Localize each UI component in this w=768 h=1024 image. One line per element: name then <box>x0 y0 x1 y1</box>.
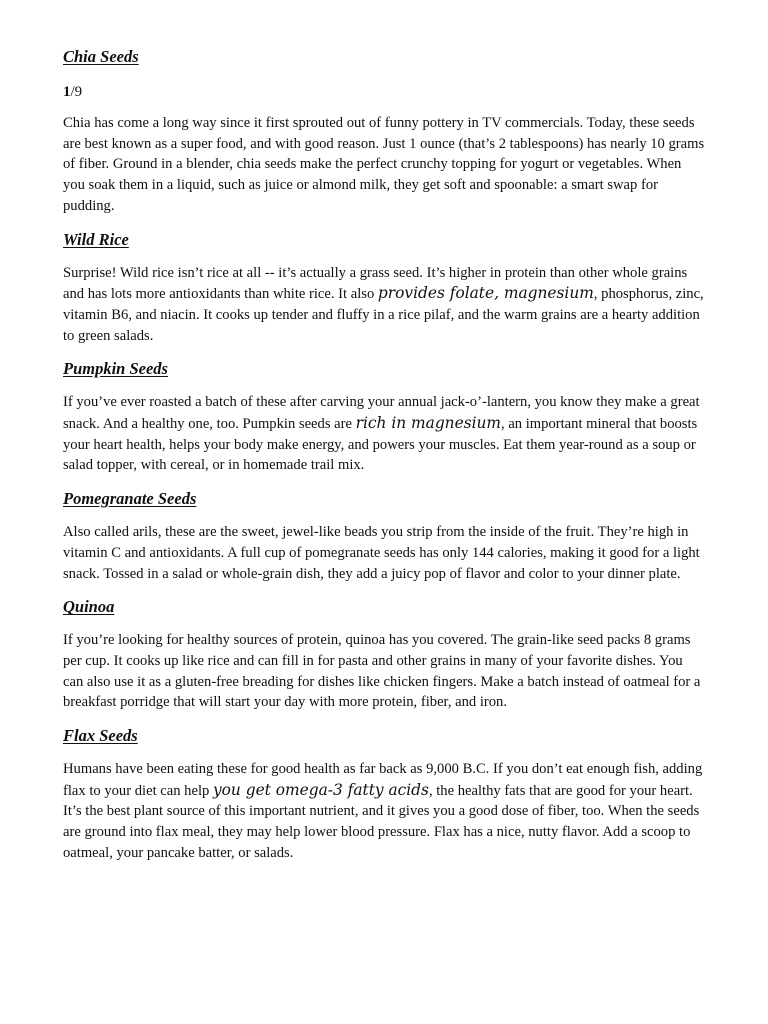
section-body-quinoa: If you’re looking for healthy sources of protein, quinoa has you covered. The grain-like seed packs 8 grams per cup. It cooks up like rice and can fill in for pasta and other grains in many of your favorite dishes. You can also use it as a gluten-free breading for dishes like chicken fingers. Make a batch instead of oatmeal for a breakfast porridge that will start your day with more protein, fiber, and iron. <box>63 632 701 711</box>
section-body-pomegranate-seeds: Also called arils, these are the sweet, jewel-like beads you strip from the inside of the fruit. They’re high in vitamin C and antioxidants. A full cup of pomegranate seeds has only 144 calories, making it good for a light snack. Tossed in a salad or whole-grain dish, they add a juicy pop of flavor and color to your dinner plate. <box>63 524 700 582</box>
section-title-pumpkin-seeds: Pumpkin Seeds <box>63 359 168 379</box>
section-title-pomegranate-seeds: Pomegranate Seeds <box>63 489 197 509</box>
section-title-quinoa: Quinoa <box>63 597 115 617</box>
section-body-pumpkin-seeds: If you’ve ever roasted a batch of these after carving your annual jack-o’-lantern, you know they make a great snack. And a healthy one, too. Pumpkin seeds are rich in magnesium, an important mineral that boosts your heart health, helps your body make energy, and powers your muscles. Eat them year-round as a soup or salad topper, with cereal, or in homemade trail mix. <box>63 394 700 474</box>
section-body-flax-seeds: Humans have been eating these for good health as far back as 9,000 B.C. If you don’t eat enough fish, adding flax to your diet can help you get omega-3 fatty acids, the healthy fats that are good for your heart. It’s the best plant source of this important nutrient, and it gives you a good dose of fiber, too. When the seeds are ground into flax meal, they may help lower blood pressure. Flax has a nice, nutty flavor. Add a scoop to oatmeal, your pancake batter, or salads. <box>63 761 703 861</box>
highlight-link-text: rich in magnesium <box>355 414 502 433</box>
page-counter-total: /9 <box>70 84 83 100</box>
highlight-link-text: you get omega-3 fatty acids <box>212 780 429 799</box>
page-counter-current: 1 <box>63 84 71 100</box>
page-counter <box>63 82 706 102</box>
highlight-link-text: provides folate, magnesium <box>377 284 594 303</box>
section-title-flax-seeds: Flax Seeds <box>63 726 138 746</box>
section-body-wild-rice: Surprise! Wild rice isn’t rice at all -- it’s actually a grass seed. It’s higher in protein than other whole grains and has lots more antioxidants than white rice. It also provides folate, magnesium, phosphorus, zinc, vitamin B6, and niacin. It cooks up tender and fluffy in a rice pilaf, and the warm grains are a hearty addition to green salads. <box>63 264 704 344</box>
section-body-chia-seeds: Chia has come a long way since it first sprouted out of funny pottery in TV commercials. Today, these seeds are best known as a super food, and with good reason. Just 1 ounce (that’s 2 tablespoons) has nearly 10 grams of fiber. Ground in a blender, chia seeds make the perfect crunchy topping for yogurt or vegetables. When you soak them in a liquid, such as juice or almond milk, they get soft and spoonable: a smart swap for pudding. <box>63 115 705 214</box>
section-title-wild-rice: Wild Rice <box>63 229 129 249</box>
section-title-chia-seeds: Chia Seeds <box>63 47 139 66</box>
